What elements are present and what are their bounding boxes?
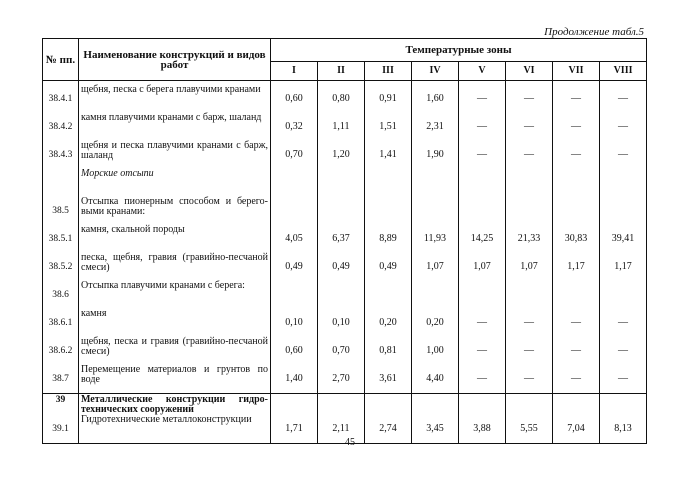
row-value: — xyxy=(600,337,647,365)
table-row xyxy=(43,309,647,337)
row-value: 14,25 xyxy=(459,225,506,253)
row-value xyxy=(271,169,318,197)
row-value: 1,90 xyxy=(412,141,459,169)
row-value xyxy=(553,169,600,197)
page-number: 45 xyxy=(345,437,355,448)
row-value: — xyxy=(459,113,506,141)
row-description: щебня и песка плавучими кранами с барж, шаланд xyxy=(79,141,271,169)
row-value xyxy=(271,281,318,309)
row-value xyxy=(600,394,647,416)
row-value xyxy=(506,169,553,197)
row-number: 38.5.1 xyxy=(43,225,79,253)
row-value: — xyxy=(506,85,553,113)
table-row xyxy=(43,113,647,141)
table-row xyxy=(43,337,647,365)
row-value xyxy=(318,197,365,225)
row-value: — xyxy=(600,141,647,169)
row-number xyxy=(43,169,79,197)
row-value xyxy=(506,197,553,225)
row-value: 21,33 xyxy=(506,225,553,253)
row-value xyxy=(412,197,459,225)
row-value: 1,40 xyxy=(271,365,318,394)
table-row xyxy=(43,253,647,281)
row-number: 38.7 xyxy=(43,365,79,394)
row-value: 11,93 xyxy=(412,225,459,253)
row-value: 2,70 xyxy=(318,365,365,394)
row-value xyxy=(365,281,412,309)
row-value: 8,89 xyxy=(365,225,412,253)
header-zone: IV xyxy=(412,62,459,81)
row-value: — xyxy=(459,141,506,169)
row-number: 38.4.3 xyxy=(43,141,79,169)
row-value xyxy=(412,169,459,197)
row-value: 1,17 xyxy=(600,253,647,281)
row-value xyxy=(506,394,553,416)
row-value: 1,00 xyxy=(412,337,459,365)
row-value: 7,04 xyxy=(553,415,600,444)
header-temperature-zones: Температурные зоны xyxy=(271,39,647,62)
row-value: — xyxy=(600,309,647,337)
row-value: 0,49 xyxy=(365,253,412,281)
row-value xyxy=(412,394,459,416)
row-value: 8,13 xyxy=(600,415,647,444)
row-value: 2,11 xyxy=(318,415,365,444)
row-value: 0,60 xyxy=(271,85,318,113)
row-value: 4,05 xyxy=(271,225,318,253)
row-description: песка, щебня, гравия (гравийно-песчаной смеси) xyxy=(79,253,271,281)
row-value: — xyxy=(506,141,553,169)
row-number: 38.6.2 xyxy=(43,337,79,365)
row-value: 1,07 xyxy=(459,253,506,281)
row-value: 3,88 xyxy=(459,415,506,444)
table-continuation-caption: Продолжение табл.5 xyxy=(544,26,644,38)
row-number: 38.6.1 xyxy=(43,309,79,337)
row-value: — xyxy=(459,85,506,113)
row-value: 0,70 xyxy=(271,141,318,169)
row-value: — xyxy=(459,309,506,337)
temperature-zones-table xyxy=(42,38,647,444)
table-row xyxy=(43,197,647,225)
row-value xyxy=(553,394,600,416)
row-description: Перемещение материалов и грунтов по воде xyxy=(79,365,271,394)
row-value: 0,20 xyxy=(365,309,412,337)
row-description: щебня, песка и гравия (гравийно-песчаной смеси) xyxy=(79,337,271,365)
section-row xyxy=(43,394,647,416)
row-value: 5,55 xyxy=(506,415,553,444)
table-row xyxy=(43,141,647,169)
row-value: — xyxy=(553,337,600,365)
row-value: 1,17 xyxy=(553,253,600,281)
row-value xyxy=(412,281,459,309)
row-value: 1,11 xyxy=(318,113,365,141)
row-value: — xyxy=(459,365,506,394)
row-number: 38.5 xyxy=(43,197,79,225)
row-value: — xyxy=(600,85,647,113)
row-value: 1,20 xyxy=(318,141,365,169)
row-description: щебня, песка с берега плавучими кранами xyxy=(79,85,271,113)
row-value: 30,83 xyxy=(553,225,600,253)
row-value: 1,51 xyxy=(365,113,412,141)
row-value: 0,10 xyxy=(271,309,318,337)
row-value: — xyxy=(553,85,600,113)
row-value: 2,74 xyxy=(365,415,412,444)
row-value xyxy=(365,197,412,225)
row-value xyxy=(271,394,318,416)
row-value: 1,60 xyxy=(412,85,459,113)
row-description: Гидротехнические металлоконструкции xyxy=(79,415,271,444)
row-value xyxy=(459,394,506,416)
row-value: 4,40 xyxy=(412,365,459,394)
row-value xyxy=(271,197,318,225)
row-value: — xyxy=(553,113,600,141)
row-value xyxy=(600,281,647,309)
row-value: 0,60 xyxy=(271,337,318,365)
row-value: — xyxy=(553,141,600,169)
row-value: — xyxy=(600,113,647,141)
row-value xyxy=(600,197,647,225)
row-description: камня плавучими кранами с барж, шаланд xyxy=(79,113,271,141)
row-value: 0,10 xyxy=(318,309,365,337)
row-value: — xyxy=(506,365,553,394)
row-value: 1,07 xyxy=(412,253,459,281)
row-value xyxy=(553,197,600,225)
row-value: 0,32 xyxy=(271,113,318,141)
row-number: 38.4.2 xyxy=(43,113,79,141)
row-value xyxy=(459,281,506,309)
row-value: — xyxy=(506,309,553,337)
table-row xyxy=(43,85,647,113)
row-value xyxy=(553,281,600,309)
header-zone: VIII xyxy=(600,62,647,81)
row-value: — xyxy=(600,365,647,394)
row-value: — xyxy=(506,337,553,365)
row-value: 39,41 xyxy=(600,225,647,253)
row-value: 1,41 xyxy=(365,141,412,169)
row-description: камня, скальной породы xyxy=(79,225,271,253)
row-value: 0,70 xyxy=(318,337,365,365)
table-row xyxy=(43,169,647,197)
row-value xyxy=(459,169,506,197)
header-name: Наименование конструкций и видов работ xyxy=(79,39,271,81)
header-number: № пп. xyxy=(43,39,79,81)
row-number: 38.6 xyxy=(43,281,79,309)
row-number: 38.4.1 xyxy=(43,85,79,113)
row-value: 0,81 xyxy=(365,337,412,365)
row-value xyxy=(318,169,365,197)
row-description: камня xyxy=(79,309,271,337)
header-zone: VII xyxy=(553,62,600,81)
row-value: 0,20 xyxy=(412,309,459,337)
row-value: 2,31 xyxy=(412,113,459,141)
header-zone: III xyxy=(365,62,412,81)
header-zone: II xyxy=(318,62,365,81)
header-zone: V xyxy=(459,62,506,81)
row-description: Морские отсыпи xyxy=(79,169,271,197)
row-value: 0,49 xyxy=(271,253,318,281)
section-number: 39 xyxy=(43,394,79,416)
header-zone: I xyxy=(271,62,318,81)
row-value xyxy=(459,197,506,225)
row-value: 0,91 xyxy=(365,85,412,113)
row-value xyxy=(318,281,365,309)
table-row xyxy=(43,281,647,309)
row-value xyxy=(506,281,553,309)
section-title: Металлические конструкции гидро-технических сооружений xyxy=(79,394,271,416)
row-value xyxy=(365,169,412,197)
row-value: 6,37 xyxy=(318,225,365,253)
row-value: 3,61 xyxy=(365,365,412,394)
row-value: — xyxy=(459,337,506,365)
row-value: 0,49 xyxy=(318,253,365,281)
row-value: 1,71 xyxy=(271,415,318,444)
row-value xyxy=(600,169,647,197)
row-number: 38.5.2 xyxy=(43,253,79,281)
row-value: 1,07 xyxy=(506,253,553,281)
row-number: 39.1 xyxy=(43,415,79,444)
table-row xyxy=(43,225,647,253)
table-row xyxy=(43,365,647,394)
row-value: — xyxy=(553,309,600,337)
row-value: 3,45 xyxy=(412,415,459,444)
row-value: — xyxy=(553,365,600,394)
row-description: Отсыпка пионерным способом и берего-выми кранами: xyxy=(79,197,271,225)
header-zone: VI xyxy=(506,62,553,81)
row-value: — xyxy=(506,113,553,141)
row-value xyxy=(318,394,365,416)
row-value: 0,80 xyxy=(318,85,365,113)
row-description: Отсыпка плавучими кранами с берега: xyxy=(79,281,271,309)
row-value xyxy=(365,394,412,416)
